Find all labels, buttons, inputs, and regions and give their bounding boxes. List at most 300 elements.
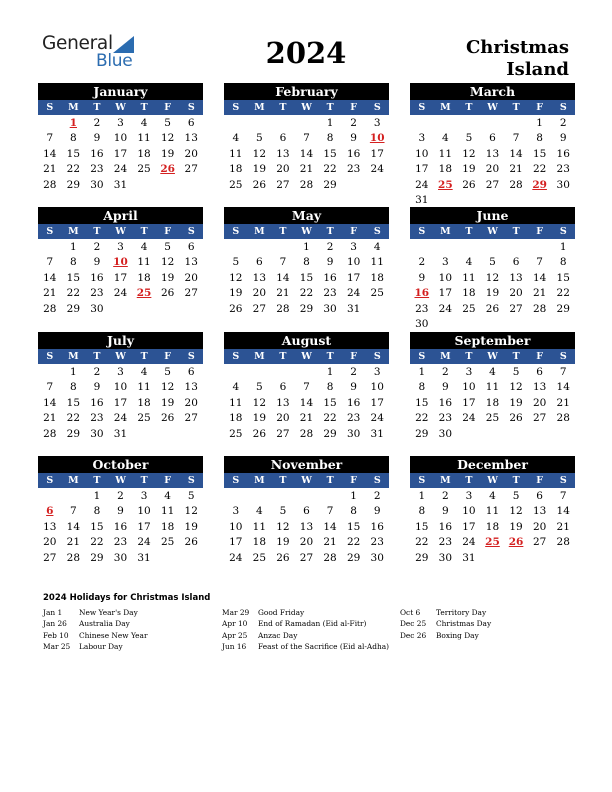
day-cell: 7: [512, 132, 520, 145]
day-cell: 20: [532, 520, 547, 533]
day-cell: 4: [256, 505, 263, 518]
weekday-label: W: [301, 102, 312, 113]
day-cell: 11: [252, 520, 267, 533]
day-cell: 27: [532, 536, 547, 549]
month-title: May: [224, 207, 389, 224]
day-cell: 11: [229, 147, 243, 160]
day-cell: 28: [299, 427, 314, 440]
holiday-row: [43, 630, 148, 641]
holiday-day-cell: 25: [438, 178, 453, 191]
day-cell: 4: [232, 132, 240, 145]
weekday-label: S: [373, 102, 381, 113]
day-cell: 16: [346, 147, 361, 160]
day-cell: 13: [184, 381, 198, 394]
holidays-title: 2024 Holidays for Christmas Island: [43, 593, 211, 603]
weekday-label: S: [187, 475, 195, 486]
country-title: [419, 37, 569, 81]
day-cell: 23: [113, 536, 128, 549]
day-cell: 16: [346, 396, 361, 409]
month-july: [38, 332, 203, 442]
day-cell: 1: [418, 490, 426, 502]
month-title: December: [410, 456, 575, 473]
day-cell: 25: [485, 412, 500, 425]
holiday-row: [222, 607, 389, 618]
day-cell: 17: [346, 271, 361, 284]
day-cell: 20: [532, 396, 547, 409]
day-cell: 29: [66, 178, 81, 191]
holiday-day-cell: 26: [508, 536, 524, 549]
day-cell: 11: [485, 505, 500, 518]
day-cell: 20: [252, 287, 267, 300]
day-cell: 17: [370, 396, 384, 409]
holiday-name: New Year's Day: [79, 608, 138, 617]
day-cell: 23: [370, 536, 384, 549]
weekday-label: S: [373, 226, 381, 237]
day-cell: 18: [229, 163, 243, 176]
empty-day-cell: [481, 240, 505, 255]
month-february: [224, 83, 389, 193]
holiday-day-cell: 10: [113, 256, 128, 269]
country-title-line2: Island: [506, 59, 569, 80]
day-cell: 24: [137, 536, 151, 549]
day-cell: 3: [117, 117, 124, 129]
day-cell: 3: [465, 366, 473, 378]
day-cell: 18: [252, 536, 267, 549]
holiday-row: [43, 618, 148, 629]
day-cell: 8: [350, 505, 357, 518]
day-cell: 23: [346, 163, 361, 176]
day-cell: 14: [299, 396, 314, 409]
day-cell: 5: [465, 132, 473, 145]
day-cell: 25: [252, 551, 267, 564]
day-cell: 19: [252, 163, 267, 176]
day-cell: 17: [370, 147, 384, 160]
day-cell: 6: [279, 381, 287, 394]
holiday-date: Dec 25: [400, 619, 427, 629]
holiday-name: Christmas Day: [436, 619, 492, 629]
day-cell: 12: [160, 256, 175, 269]
day-cell: 22: [90, 536, 104, 549]
day-cell: 24: [370, 412, 384, 425]
day-cell: 29: [66, 427, 81, 440]
day-cell: 31: [462, 551, 476, 564]
empty-day-cell: [410, 240, 434, 255]
weekday-label: S: [232, 102, 240, 113]
weekday-label: T: [326, 226, 334, 237]
weekday-label: M: [440, 102, 451, 113]
day-cell: 15: [415, 396, 429, 409]
day-cell: 13: [276, 396, 290, 409]
day-cell: 17: [462, 396, 476, 409]
empty-day-cell: [248, 240, 272, 255]
day-cell: 29: [323, 178, 337, 191]
holiday-name: Boxing Day: [436, 630, 479, 640]
day-cell: 23: [415, 302, 429, 315]
day-cell: 3: [465, 490, 473, 502]
day-cell: 17: [438, 287, 453, 300]
day-cell: 2: [326, 241, 334, 253]
empty-day-cell: [528, 240, 552, 255]
day-cell: 25: [137, 412, 151, 425]
weekday-label: S: [46, 226, 54, 237]
day-cell: 22: [532, 163, 547, 176]
weekday-label: W: [115, 102, 126, 113]
day-cell: 28: [276, 302, 290, 315]
day-grid: [410, 365, 575, 442]
holiday-date: Apr 10: [222, 619, 248, 629]
weekday-label: F: [536, 102, 544, 113]
day-cell: 12: [252, 147, 267, 160]
weekday-header: [38, 100, 203, 115]
day-cell: 24: [113, 287, 128, 300]
day-cell: 29: [346, 551, 361, 564]
holiday-row: [43, 607, 148, 618]
weekday-label: W: [115, 475, 126, 486]
holiday-row: [222, 641, 389, 652]
holiday-day-cell: 25: [485, 536, 500, 549]
empty-day-cell: [38, 116, 62, 131]
day-cell: 4: [465, 256, 473, 269]
weekday-label: W: [487, 351, 498, 362]
day-grid: [410, 240, 575, 332]
holiday-column: [400, 607, 491, 641]
day-cell: 10: [346, 256, 361, 269]
day-grid: [38, 116, 203, 193]
weekday-label: S: [418, 226, 426, 237]
logo-general-text: General: [42, 33, 113, 54]
day-cell: 12: [509, 381, 523, 394]
day-cell: 18: [485, 396, 500, 409]
day-cell: 22: [299, 287, 314, 300]
day-cell: 14: [532, 271, 547, 284]
weekday-label: F: [350, 226, 358, 237]
weekday-label: W: [487, 102, 498, 113]
day-cell: 18: [137, 147, 151, 160]
day-cell: 21: [532, 287, 547, 300]
weekday-label: S: [187, 102, 195, 113]
empty-day-cell: [504, 240, 528, 255]
day-cell: 20: [485, 163, 500, 176]
weekday-header: [410, 349, 575, 364]
day-cell: 12: [509, 505, 523, 518]
weekday-label: T: [140, 102, 148, 113]
empty-day-cell: [318, 489, 342, 504]
weekday-label: W: [115, 351, 126, 362]
month-title: February: [224, 83, 389, 100]
weekday-label: T: [279, 475, 287, 486]
day-cell: 5: [232, 256, 240, 269]
weekday-header: [410, 473, 575, 488]
weekday-header: [224, 473, 389, 488]
weekday-label: T: [93, 226, 101, 237]
general-blue-logo: [42, 33, 142, 73]
day-cell: 6: [303, 505, 310, 518]
day-cell: 17: [113, 271, 128, 284]
holiday-day-cell: 16: [414, 287, 430, 300]
day-cell: 19: [276, 536, 290, 549]
weekday-label: F: [536, 475, 544, 486]
day-cell: 25: [229, 427, 243, 440]
day-cell: 5: [512, 366, 520, 378]
weekday-label: S: [232, 226, 240, 237]
day-cell: 14: [509, 147, 523, 160]
day-cell: 28: [556, 412, 570, 425]
day-cell: 31: [415, 193, 429, 206]
day-cell: 31: [370, 427, 384, 440]
day-cell: 6: [256, 256, 263, 269]
day-cell: 19: [184, 520, 198, 533]
day-cell: 18: [370, 271, 384, 284]
weekday-label: M: [440, 475, 451, 486]
weekday-label: S: [373, 475, 381, 486]
holiday-name: Labour Day: [79, 642, 123, 652]
day-cell: 26: [252, 178, 267, 191]
day-cell: 28: [299, 178, 314, 191]
day-cell: 4: [489, 366, 496, 378]
weekday-label: W: [301, 226, 312, 237]
weekday-label: T: [512, 351, 520, 362]
day-grid: [410, 489, 575, 566]
day-cell: 4: [140, 117, 148, 129]
weekday-label: S: [46, 475, 54, 486]
day-cell: 6: [187, 241, 195, 253]
day-cell: 29: [66, 302, 81, 315]
empty-day-cell: [224, 116, 248, 131]
empty-day-cell: [271, 365, 295, 380]
day-cell: 19: [509, 396, 523, 409]
day-cell: 19: [160, 271, 175, 284]
empty-day-cell: [295, 489, 319, 504]
weekday-label: W: [301, 351, 312, 362]
day-cell: 24: [346, 287, 361, 300]
day-cell: 18: [137, 271, 151, 284]
holiday-row: [400, 618, 491, 629]
weekday-label: T: [279, 102, 287, 113]
day-cell: 16: [323, 271, 337, 284]
day-cell: 23: [90, 287, 104, 300]
day-cell: 6: [187, 366, 195, 378]
day-cell: 15: [66, 147, 81, 160]
weekday-label: S: [559, 351, 567, 362]
weekday-label: M: [440, 226, 451, 237]
weekday-label: M: [254, 102, 265, 113]
month-title: April: [38, 207, 203, 224]
day-cell: 20: [184, 396, 198, 409]
day-grid: [224, 240, 389, 317]
day-cell: 18: [485, 520, 500, 533]
holiday-date: Feb 10: [43, 630, 69, 640]
day-cell: 20: [509, 287, 523, 300]
day-cell: 21: [43, 412, 57, 425]
day-cell: 3: [232, 505, 240, 518]
weekday-label: F: [536, 351, 544, 362]
day-cell: 14: [556, 505, 570, 518]
day-cell: 29: [415, 551, 429, 564]
day-cell: 13: [509, 271, 523, 284]
day-cell: 11: [438, 147, 453, 160]
day-cell: 13: [532, 505, 547, 518]
empty-day-cell: [434, 116, 458, 131]
day-cell: 21: [299, 163, 314, 176]
day-cell: 15: [323, 147, 337, 160]
day-cell: 10: [415, 147, 429, 160]
day-cell: 28: [43, 178, 57, 191]
holiday-date: Oct 6: [400, 608, 421, 617]
day-cell: 15: [323, 396, 337, 409]
day-cell: 30: [556, 178, 570, 191]
weekday-label: M: [68, 351, 79, 362]
day-cell: 12: [229, 271, 243, 284]
day-cell: 24: [415, 178, 429, 191]
day-cell: 27: [184, 163, 198, 176]
day-cell: 21: [276, 287, 290, 300]
holiday-row: [400, 630, 491, 641]
day-cell: 17: [113, 147, 128, 160]
day-cell: 2: [350, 366, 357, 378]
holiday-name: Australia Day: [79, 619, 130, 629]
day-cell: 9: [93, 132, 101, 145]
day-cell: 1: [303, 241, 310, 253]
day-cell: 30: [346, 427, 361, 440]
day-cell: 12: [462, 147, 476, 160]
weekday-label: S: [46, 102, 54, 113]
day-cell: 19: [485, 287, 500, 300]
day-cell: 26: [485, 302, 500, 315]
day-cell: 19: [509, 520, 523, 533]
day-cell: 23: [438, 536, 453, 549]
day-cell: 7: [536, 256, 543, 269]
holiday-day-cell: 10: [369, 132, 385, 145]
empty-day-cell: [271, 240, 295, 255]
weekday-label: T: [93, 475, 101, 486]
weekday-header: [410, 100, 575, 115]
day-cell: 11: [137, 256, 151, 269]
day-cell: 22: [66, 163, 81, 176]
weekday-label: T: [279, 226, 287, 237]
day-cell: 1: [350, 490, 357, 502]
weekday-label: T: [512, 102, 520, 113]
day-cell: 9: [442, 381, 449, 394]
day-cell: 13: [184, 256, 198, 269]
month-title: June: [410, 207, 575, 224]
day-cell: 28: [43, 302, 57, 315]
day-cell: 20: [184, 271, 198, 284]
day-cell: 18: [160, 520, 175, 533]
day-cell: 9: [93, 381, 101, 394]
empty-day-cell: [410, 116, 434, 131]
holiday-row: [222, 618, 389, 629]
day-cell: 20: [276, 412, 290, 425]
day-cell: 7: [303, 132, 310, 145]
holiday-date: Jan 1: [43, 608, 63, 617]
day-cell: 30: [113, 551, 128, 564]
day-cell: 13: [276, 147, 290, 160]
weekday-label: T: [465, 102, 473, 113]
empty-day-cell: [295, 116, 319, 131]
day-cell: 3: [140, 490, 148, 502]
month-title: September: [410, 332, 575, 349]
day-cell: 21: [556, 520, 570, 533]
day-cell: 24: [438, 302, 453, 315]
day-cell: 23: [90, 412, 104, 425]
day-cell: 29: [556, 302, 570, 315]
day-cell: 15: [556, 271, 570, 284]
day-cell: 18: [137, 396, 151, 409]
holiday-row: [400, 607, 491, 618]
day-cell: 24: [113, 412, 128, 425]
day-cell: 27: [532, 412, 547, 425]
day-cell: 25: [137, 163, 151, 176]
day-cell: 13: [43, 520, 57, 533]
day-cell: 4: [140, 366, 148, 378]
day-cell: 14: [276, 271, 290, 284]
weekday-label: F: [164, 226, 172, 237]
day-cell: 26: [509, 412, 523, 425]
day-grid: [224, 365, 389, 442]
weekday-label: W: [115, 226, 126, 237]
day-cell: 10: [229, 520, 243, 533]
day-cell: 24: [113, 163, 128, 176]
day-cell: 16: [113, 520, 128, 533]
month-title: July: [38, 332, 203, 349]
weekday-label: M: [68, 102, 79, 113]
weekday-label: S: [418, 102, 426, 113]
day-cell: 2: [442, 366, 449, 378]
weekday-label: T: [326, 475, 334, 486]
day-cell: 3: [418, 132, 426, 145]
day-cell: 18: [462, 287, 476, 300]
weekday-label: T: [465, 475, 473, 486]
day-cell: 7: [279, 256, 287, 269]
weekday-header: [224, 349, 389, 364]
day-cell: 29: [299, 302, 314, 315]
weekday-label: S: [373, 351, 381, 362]
day-cell: 16: [556, 147, 570, 160]
weekday-label: M: [254, 351, 265, 362]
day-cell: 23: [438, 412, 453, 425]
day-cell: 14: [66, 520, 81, 533]
day-cell: 28: [556, 536, 570, 549]
day-cell: 29: [323, 427, 337, 440]
holiday-column: [222, 607, 389, 653]
day-cell: 3: [373, 117, 381, 129]
empty-day-cell: [481, 116, 505, 131]
day-cell: 2: [117, 490, 124, 502]
day-cell: 9: [418, 271, 426, 284]
empty-day-cell: [38, 489, 62, 504]
day-cell: 15: [66, 271, 81, 284]
holiday-day-cell: 25: [136, 287, 152, 300]
day-cell: 28: [532, 302, 547, 315]
day-cell: 21: [299, 412, 314, 425]
day-cell: 15: [90, 520, 104, 533]
weekday-label: M: [68, 475, 79, 486]
day-cell: 8: [70, 381, 77, 394]
holiday-row: [43, 641, 148, 652]
day-cell: 5: [279, 505, 287, 518]
day-cell: 11: [462, 271, 476, 284]
day-grid: [38, 365, 203, 442]
day-cell: 14: [323, 520, 337, 533]
day-cell: 10: [438, 271, 453, 284]
weekday-label: S: [232, 351, 240, 362]
day-cell: 21: [509, 163, 523, 176]
month-october: [38, 456, 203, 566]
day-cell: 8: [326, 132, 334, 145]
weekday-label: T: [93, 102, 101, 113]
day-cell: 11: [137, 132, 151, 145]
weekday-label: F: [164, 351, 172, 362]
